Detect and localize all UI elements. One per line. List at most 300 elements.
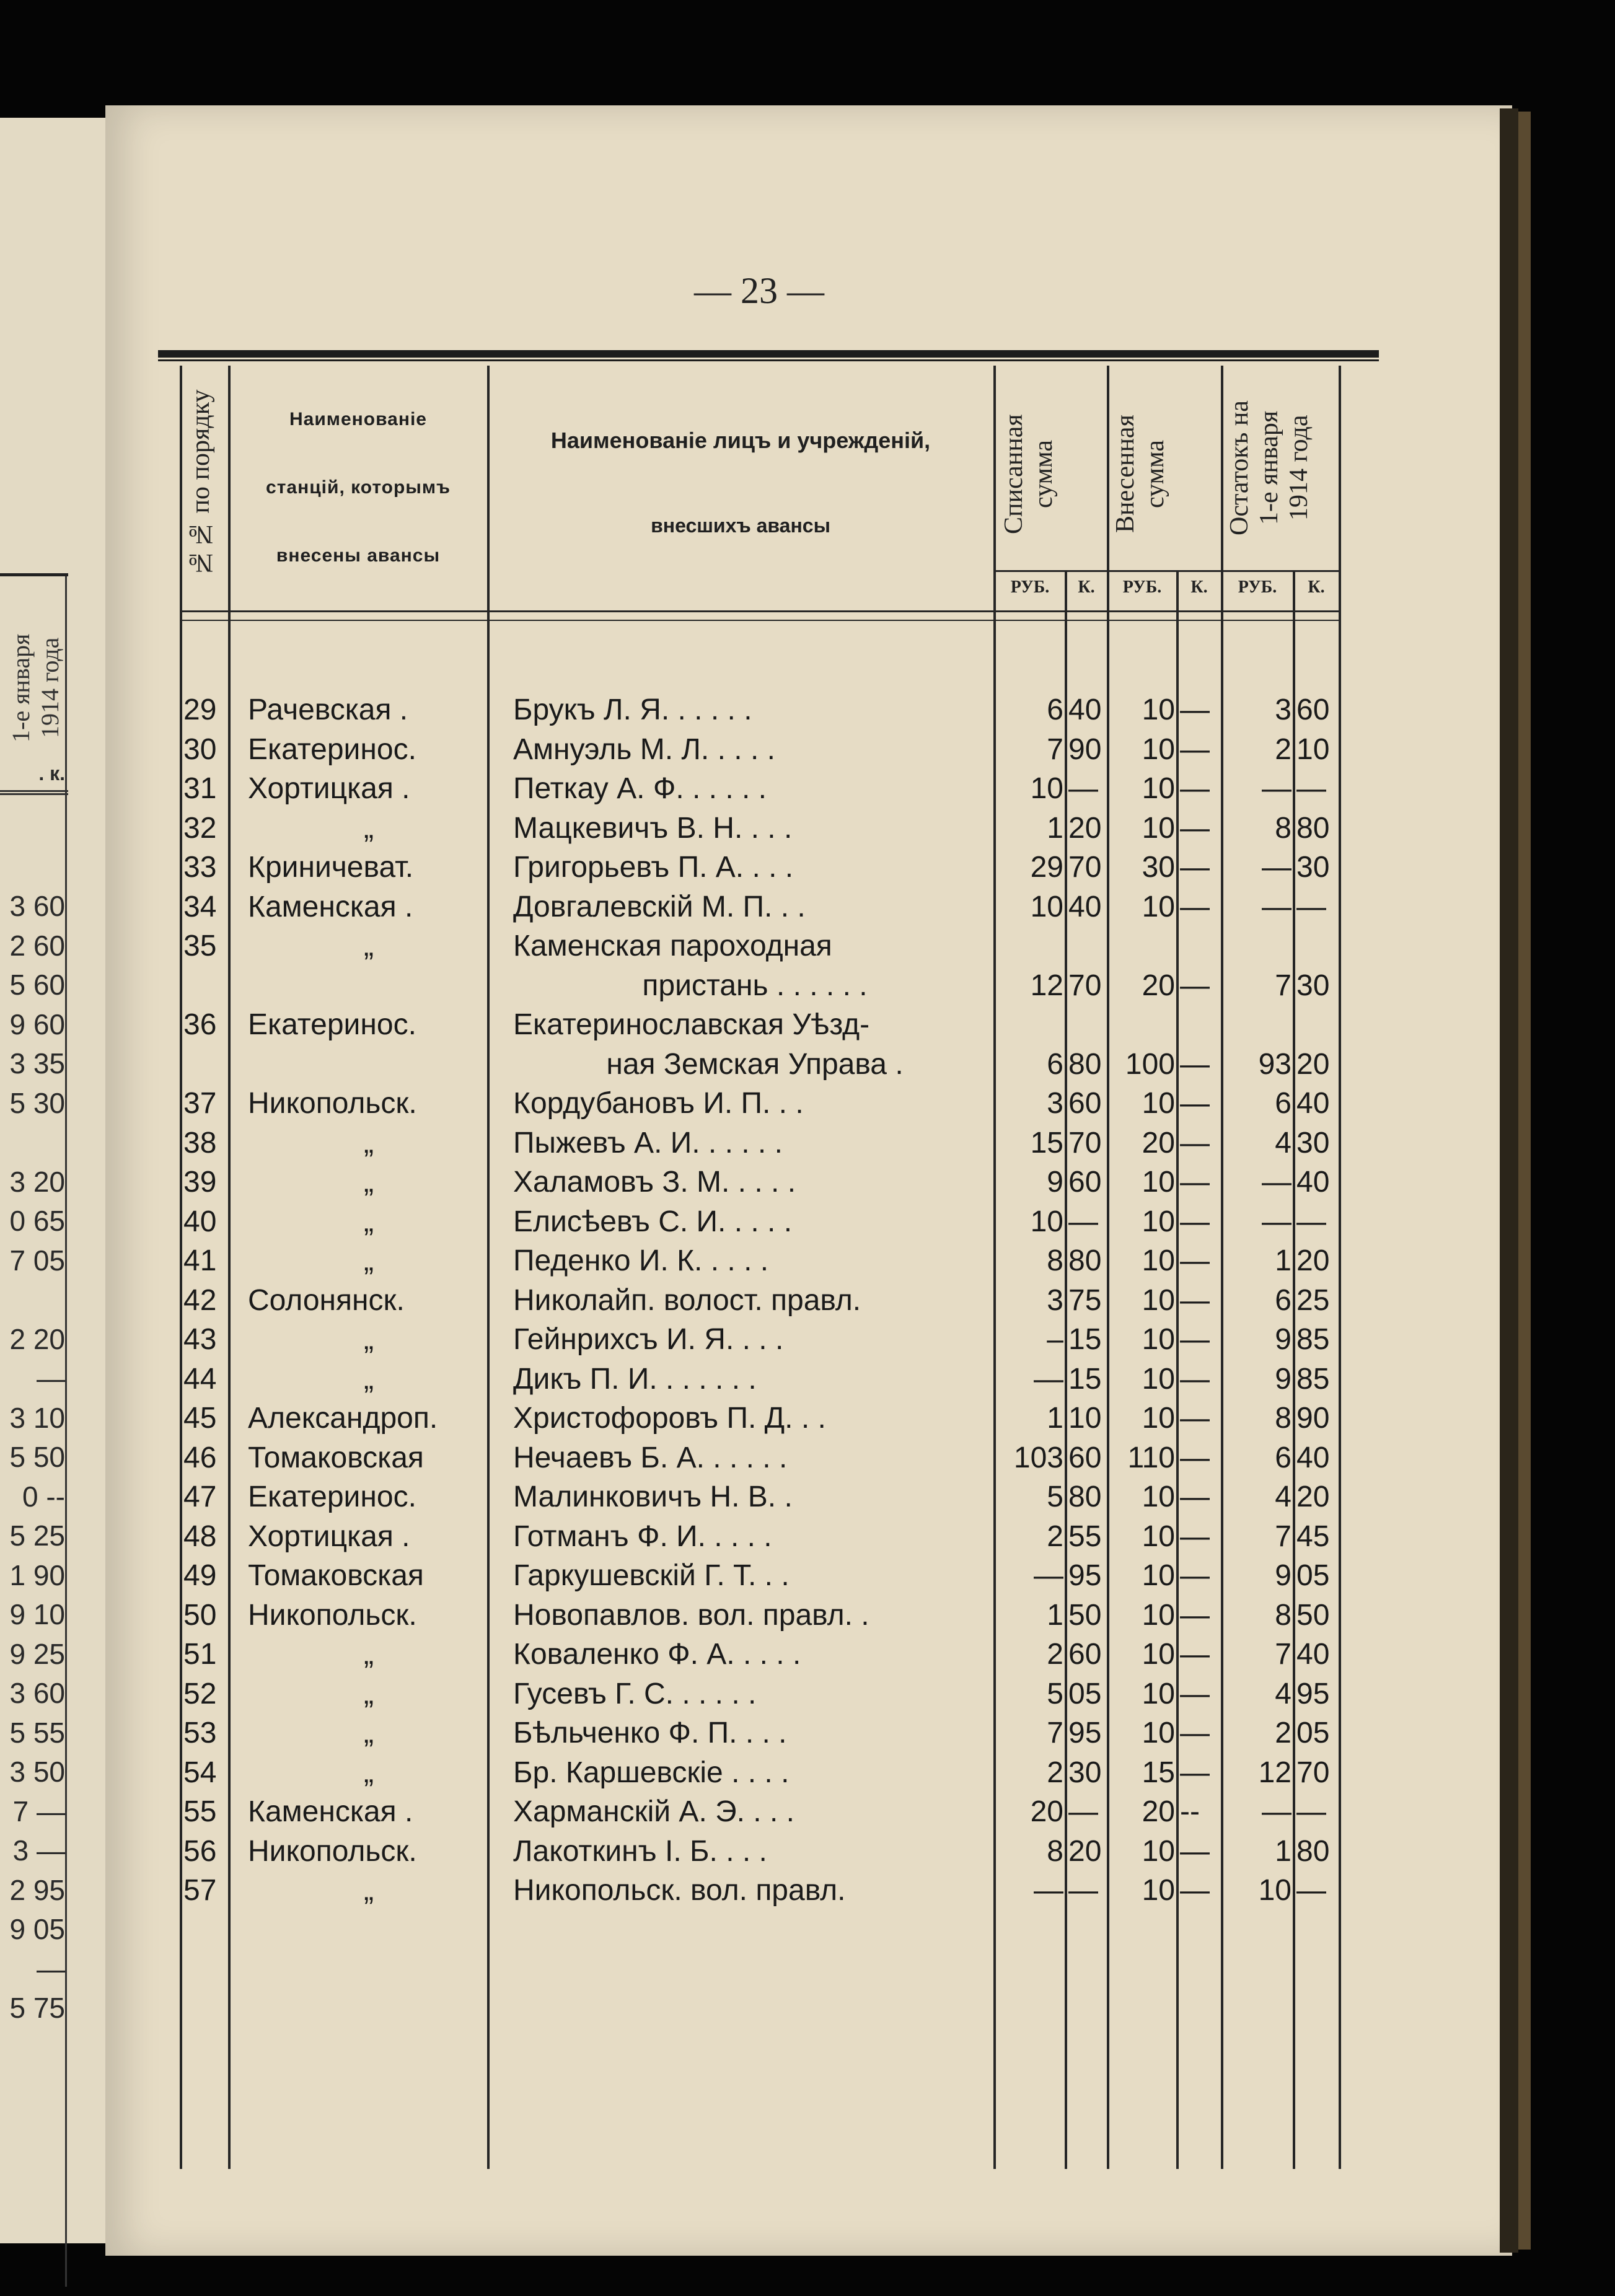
row-station: Никопольск. bbox=[248, 1598, 417, 1632]
row-number: 31 bbox=[183, 772, 217, 805]
row-paid-kop: — bbox=[1180, 1087, 1210, 1120]
row-written-kop: 60 bbox=[1068, 1087, 1102, 1120]
row-number: 36 bbox=[183, 1008, 217, 1041]
row-person: Каменская пароходная bbox=[513, 930, 832, 962]
row-number: 46 bbox=[183, 1441, 217, 1474]
row-written-rub: 1 bbox=[1047, 1402, 1063, 1435]
hline-header-bottom bbox=[180, 610, 1340, 612]
row-balance-kop: — bbox=[1296, 1795, 1326, 1828]
left-page-value: 0 65 bbox=[9, 1205, 65, 1237]
row-written-rub: 7 bbox=[1047, 732, 1063, 766]
row-paid-rub: 10 bbox=[1142, 1717, 1175, 1749]
row-paid-rub: 10 bbox=[1142, 1244, 1175, 1277]
row-written-kop: — bbox=[1068, 772, 1098, 805]
row-paid-kop: — bbox=[1180, 1205, 1210, 1238]
row-paid-kop: — bbox=[1180, 1756, 1210, 1789]
row-paid-rub: 10 bbox=[1142, 1520, 1175, 1553]
row-balance-rub: 1 bbox=[1275, 1244, 1292, 1277]
row-balance-kop: — bbox=[1296, 1205, 1326, 1238]
row-paid-kop: — bbox=[1180, 1126, 1210, 1159]
row-station: „ bbox=[364, 1638, 374, 1671]
row-written-kop: 15 bbox=[1068, 1362, 1102, 1396]
row-person: Малинковичъ Н. В. . bbox=[513, 1480, 793, 1513]
row-paid-kop: — bbox=[1180, 1638, 1210, 1671]
row-number: 54 bbox=[183, 1756, 217, 1789]
row-station: „ bbox=[364, 1166, 374, 1199]
row-person: Екатеринославская Уѣзд- bbox=[513, 1008, 870, 1041]
row-balance-kop: 80 bbox=[1296, 811, 1330, 845]
row-station: „ bbox=[364, 1874, 374, 1907]
row-number: 32 bbox=[183, 811, 217, 845]
row-station: Екатеринос. bbox=[248, 1008, 416, 1041]
row-person: Кордубановъ И. П. . . bbox=[513, 1087, 804, 1120]
row-written-rub: 10 bbox=[1030, 1205, 1063, 1238]
unit-written-rub: РУБ. bbox=[1010, 578, 1050, 597]
left-page-value: 3 10 bbox=[9, 1401, 65, 1434]
row-number: 34 bbox=[183, 890, 217, 923]
header-col-balance: Остатокъ на 1-е января 1914 года bbox=[1225, 400, 1313, 535]
row-balance-kop: 60 bbox=[1296, 693, 1330, 726]
vline-balance-kop bbox=[1293, 570, 1295, 2169]
left-page-value: 2 60 bbox=[9, 929, 65, 962]
row-number: 39 bbox=[183, 1166, 217, 1199]
row-written-rub: 12 bbox=[1030, 969, 1063, 1002]
row-written-rub: 103 bbox=[1013, 1441, 1063, 1474]
row-written-kop: 70 bbox=[1068, 851, 1102, 884]
row-written-kop: 40 bbox=[1068, 693, 1102, 726]
row-number: 56 bbox=[183, 1834, 217, 1868]
left-page-value: 3 20 bbox=[9, 1165, 65, 1198]
row-balance-rub: 9 bbox=[1275, 1559, 1292, 1592]
left-page-value: 3 60 bbox=[9, 890, 65, 922]
row-station: „ bbox=[364, 1717, 374, 1749]
row-paid-rub: 110 bbox=[1127, 1441, 1175, 1474]
row-paid-kop: — bbox=[1180, 1598, 1210, 1632]
row-written-rub: 3 bbox=[1047, 1087, 1063, 1120]
row-paid-kop: — bbox=[1180, 693, 1210, 726]
row-paid-rub: 10 bbox=[1142, 1205, 1175, 1238]
row-paid-rub: 10 bbox=[1142, 1638, 1175, 1671]
row-paid-rub: 10 bbox=[1142, 732, 1175, 766]
row-paid-kop: — bbox=[1180, 1047, 1210, 1081]
row-number: 38 bbox=[183, 1126, 217, 1159]
left-page-value: 2 20 bbox=[9, 1322, 65, 1355]
row-balance-kop: 90 bbox=[1296, 1402, 1330, 1435]
row-written-rub: 10 bbox=[1030, 772, 1063, 805]
row-station: „ bbox=[364, 1205, 374, 1238]
row-station: Рачевская . bbox=[248, 693, 408, 726]
row-person: Бр. Каршевскіе . . . . bbox=[513, 1756, 790, 1789]
row-paid-rub: 20 bbox=[1142, 1795, 1175, 1828]
row-balance-kop: 30 bbox=[1296, 969, 1330, 1002]
row-written-rub: 20 bbox=[1030, 1795, 1063, 1828]
row-written-rub: 3 bbox=[1047, 1283, 1063, 1317]
row-written-kop: — bbox=[1068, 1874, 1098, 1907]
row-written-rub: — bbox=[1034, 1874, 1063, 1907]
row-written-kop: 15 bbox=[1068, 1323, 1102, 1356]
left-page-value: 9 60 bbox=[9, 1008, 65, 1040]
row-person: Елисѣевъ С. И. . . . . bbox=[513, 1205, 793, 1238]
row-paid-rub: 20 bbox=[1142, 1126, 1175, 1159]
row-balance-rub: 9 bbox=[1275, 1323, 1292, 1356]
row-station: Солонянск. bbox=[248, 1283, 405, 1317]
row-balance-kop: 10 bbox=[1296, 732, 1330, 766]
row-balance-kop: 40 bbox=[1296, 1441, 1330, 1474]
row-person: Христофоровъ П. Д. . . bbox=[513, 1402, 826, 1435]
row-paid-kop: — bbox=[1180, 1323, 1210, 1356]
row-paid-kop: — bbox=[1180, 1677, 1210, 1710]
row-number: 41 bbox=[183, 1244, 217, 1277]
row-paid-rub: 10 bbox=[1142, 1677, 1175, 1710]
row-balance-rub: 7 bbox=[1275, 1520, 1292, 1553]
row-station: „ bbox=[364, 1756, 374, 1789]
row-balance-kop: 85 bbox=[1296, 1323, 1330, 1356]
row-written-kop: 70 bbox=[1068, 1126, 1102, 1159]
unit-balance-kop: К. bbox=[1308, 578, 1325, 597]
row-paid-kop: — bbox=[1180, 772, 1210, 805]
row-number: 50 bbox=[183, 1598, 217, 1632]
row-paid-rub: 10 bbox=[1142, 1874, 1175, 1907]
left-page-value: 2 95 bbox=[9, 1873, 65, 1906]
row-person: Амнуэль М. Л. . . . . bbox=[513, 732, 775, 766]
row-number: 51 bbox=[183, 1638, 217, 1671]
row-person: Нечаевъ Б. А. . . . . . bbox=[513, 1441, 788, 1474]
row-written-kop: 05 bbox=[1068, 1677, 1102, 1710]
row-person: Петкау А. Ф. . . . . . bbox=[513, 772, 767, 805]
row-written-rub: 5 bbox=[1047, 1677, 1063, 1710]
header-col-person-1: Наименованіе лицъ и учрежденій, bbox=[550, 428, 931, 453]
left-page-value: 0 -- bbox=[22, 1480, 65, 1513]
row-written-kop: 75 bbox=[1068, 1283, 1102, 1317]
row-paid-rub: 10 bbox=[1142, 1087, 1175, 1120]
row-number: 43 bbox=[183, 1323, 217, 1356]
row-station: „ bbox=[364, 1126, 374, 1159]
row-paid-kop: — bbox=[1180, 1402, 1210, 1435]
row-balance-rub: 4 bbox=[1275, 1126, 1292, 1159]
row-person: Коваленко Ф. А. . . . . bbox=[513, 1638, 801, 1671]
row-paid-rub: 30 bbox=[1142, 851, 1175, 884]
row-written-kop: 80 bbox=[1068, 1244, 1102, 1277]
row-station: „ bbox=[364, 1362, 374, 1396]
row-person: Готманъ Ф. И. . . . . bbox=[513, 1520, 772, 1553]
row-balance-kop: 20 bbox=[1296, 1047, 1330, 1081]
row-person: Николайп. волост. правл. bbox=[513, 1283, 861, 1317]
left-page-value: 5 30 bbox=[9, 1086, 65, 1119]
row-written-kop: 90 bbox=[1068, 732, 1102, 766]
row-written-rub: 8 bbox=[1047, 1244, 1063, 1277]
row-person: Дикъ П. И. . . . . . . bbox=[513, 1362, 757, 1396]
row-paid-rub: 10 bbox=[1142, 1283, 1175, 1317]
row-written-kop: 95 bbox=[1068, 1559, 1102, 1592]
row-person: Пыжевъ А. И. . . . . . bbox=[513, 1126, 783, 1159]
row-paid-rub: 10 bbox=[1142, 1559, 1175, 1592]
vline-paid-kop bbox=[1176, 570, 1179, 2169]
row-written-rub: 15 bbox=[1030, 1126, 1063, 1159]
row-paid-rub: 10 bbox=[1142, 890, 1175, 923]
left-page-value: 7 05 bbox=[9, 1244, 65, 1277]
row-station: „ bbox=[364, 930, 374, 962]
row-paid-rub: 10 bbox=[1142, 772, 1175, 805]
row-written-rub: 6 bbox=[1047, 693, 1063, 726]
row-number: 37 bbox=[183, 1087, 217, 1120]
row-station: Томаковская bbox=[248, 1441, 424, 1474]
row-balance-rub: — bbox=[1262, 1795, 1292, 1828]
row-balance-rub: 6 bbox=[1275, 1283, 1292, 1317]
row-station: „ bbox=[364, 811, 374, 845]
row-paid-rub: 10 bbox=[1142, 1402, 1175, 1435]
row-number: 33 bbox=[183, 851, 217, 884]
row-person: Бѣльченко Ф. П. . . . bbox=[513, 1717, 787, 1749]
row-number: 47 bbox=[183, 1480, 217, 1513]
row-written-rub: 29 bbox=[1030, 851, 1063, 884]
vline-right bbox=[1339, 366, 1341, 2169]
row-balance-kop: 05 bbox=[1296, 1717, 1330, 1749]
row-station: Екатеринос. bbox=[248, 1480, 416, 1513]
header-col-person-2: внесшихъ авансы bbox=[651, 514, 830, 537]
left-page-header-text: 1-е января 1914 года bbox=[7, 633, 64, 742]
row-written-rub: 5 bbox=[1047, 1480, 1063, 1513]
left-page-value: 9 25 bbox=[9, 1637, 65, 1670]
row-station: Хортицкая . bbox=[248, 1520, 410, 1553]
unit-balance-rub: РУБ. bbox=[1238, 578, 1277, 597]
row-paid-rub: 15 bbox=[1142, 1756, 1175, 1789]
row-number: 35 bbox=[183, 930, 217, 962]
row-paid-kop: — bbox=[1180, 1362, 1210, 1396]
row-balance-rub: 1 bbox=[1275, 1834, 1292, 1868]
row-balance-rub: 6 bbox=[1275, 1441, 1292, 1474]
row-station: Криничеват. bbox=[248, 851, 414, 884]
row-station: „ bbox=[364, 1677, 374, 1710]
row-paid-kop: — bbox=[1180, 1834, 1210, 1868]
row-balance-kop: 70 bbox=[1296, 1756, 1330, 1789]
row-paid-kop: — bbox=[1180, 1244, 1210, 1277]
header-col-no: №№ по порядку bbox=[187, 389, 215, 578]
row-number: 55 bbox=[183, 1795, 217, 1828]
left-page-value: 5 75 bbox=[9, 1992, 65, 2024]
row-balance-rub: 12 bbox=[1258, 1756, 1292, 1789]
row-written-kop: 60 bbox=[1068, 1166, 1102, 1199]
row-paid-kop: — bbox=[1180, 1520, 1210, 1553]
row-number: 53 bbox=[183, 1717, 217, 1749]
left-page-value: — bbox=[37, 1952, 65, 1985]
row-written-rub: 6 bbox=[1047, 1047, 1063, 1081]
row-balance-rub: — bbox=[1262, 890, 1292, 923]
row-balance-rub: 93 bbox=[1258, 1047, 1292, 1081]
row-paid-rub: 10 bbox=[1142, 811, 1175, 845]
left-page-value: 5 60 bbox=[9, 969, 65, 1001]
left-page-value: 7 — bbox=[12, 1795, 65, 1828]
row-balance-kop: 20 bbox=[1296, 1244, 1330, 1277]
left-page-value: 3 50 bbox=[9, 1756, 65, 1788]
row-paid-rub: 10 bbox=[1142, 693, 1175, 726]
row-written-rub: 2 bbox=[1047, 1520, 1063, 1553]
row-balance-rub: — bbox=[1262, 772, 1292, 805]
row-written-kop: 55 bbox=[1068, 1520, 1102, 1553]
left-page-value: 1 90 bbox=[9, 1559, 65, 1591]
row-person: Никопольск. вол. правл. bbox=[513, 1874, 846, 1907]
row-balance-rub: 4 bbox=[1275, 1480, 1292, 1513]
row-written-kop: 80 bbox=[1068, 1480, 1102, 1513]
row-person: Гусевъ Г. С. . . . . . bbox=[513, 1677, 757, 1710]
row-person: Довгалевскій М. П. . . bbox=[513, 890, 806, 923]
row-person: Мацкевичъ В. Н. . . . bbox=[513, 811, 793, 845]
hline-header-bottom2 bbox=[180, 620, 1340, 621]
left-page-value: 5 25 bbox=[9, 1520, 65, 1552]
left-page-value: 5 55 bbox=[9, 1716, 65, 1749]
row-balance-kop: 40 bbox=[1296, 1166, 1330, 1199]
row-paid-kop: — bbox=[1180, 1283, 1210, 1317]
row-written-kop: — bbox=[1068, 1205, 1098, 1238]
row-paid-rub: 20 bbox=[1142, 969, 1175, 1002]
header-col-station-1: Наименованіе bbox=[289, 409, 427, 429]
row-written-kop: 60 bbox=[1068, 1441, 1102, 1474]
row-balance-rub: 10 bbox=[1258, 1874, 1292, 1907]
row-paid-kop: — bbox=[1180, 1874, 1210, 1907]
row-paid-kop: — bbox=[1180, 811, 1210, 845]
row-station: Александроп. bbox=[248, 1402, 438, 1435]
row-balance-kop: 20 bbox=[1296, 1480, 1330, 1513]
row-written-kop: — bbox=[1068, 1795, 1098, 1828]
row-written-rub: 1 bbox=[1047, 811, 1063, 845]
row-written-kop: 70 bbox=[1068, 969, 1102, 1002]
row-balance-rub: 2 bbox=[1275, 1717, 1292, 1749]
row-balance-kop: 25 bbox=[1296, 1283, 1330, 1317]
row-paid-kop: — bbox=[1180, 732, 1210, 766]
row-balance-kop: 40 bbox=[1296, 1638, 1330, 1671]
row-balance-kop: 80 bbox=[1296, 1834, 1330, 1868]
row-paid-rub: 10 bbox=[1142, 1598, 1175, 1632]
row-written-rub: — bbox=[1034, 1362, 1063, 1396]
row-balance-rub: 8 bbox=[1275, 811, 1292, 845]
row-balance-rub: 7 bbox=[1275, 1638, 1292, 1671]
row-station: Екатеринос. bbox=[248, 732, 416, 766]
row-written-kop: 20 bbox=[1068, 811, 1102, 845]
row-person: Гаркушевскій Г. Т. . . bbox=[513, 1559, 790, 1592]
row-person: Харманскій А. Э. . . . bbox=[513, 1795, 794, 1828]
row-paid-kop: — bbox=[1180, 1166, 1210, 1199]
row-number: 49 bbox=[183, 1559, 217, 1592]
header-col-paid: Внесенная сумма bbox=[1111, 415, 1169, 534]
row-balance-kop: 85 bbox=[1296, 1362, 1330, 1396]
row-paid-kop: — bbox=[1180, 1717, 1210, 1749]
row-balance-rub: — bbox=[1262, 851, 1292, 884]
unit-written-kop: К. bbox=[1078, 578, 1095, 597]
row-paid-kop: — bbox=[1180, 1559, 1210, 1592]
row-paid-rub: 10 bbox=[1142, 1834, 1175, 1868]
hline-units bbox=[993, 570, 1340, 572]
row-written-rub: 7 bbox=[1047, 1717, 1063, 1749]
row-person: Брукъ Л. Я. . . . . . bbox=[513, 693, 752, 726]
row-person: Новопавлов. вол. правл. . bbox=[513, 1598, 869, 1632]
row-balance-rub: 6 bbox=[1275, 1087, 1292, 1120]
page-number: — 23 — bbox=[694, 270, 824, 311]
row-number: 44 bbox=[183, 1362, 217, 1396]
left-page-value: 3 — bbox=[12, 1834, 65, 1867]
row-written-rub: — bbox=[1034, 1559, 1063, 1592]
left-page-value: 9 10 bbox=[9, 1598, 65, 1630]
row-balance-rub: — bbox=[1262, 1205, 1292, 1238]
row-station: „ bbox=[364, 1323, 374, 1356]
row-station: Томаковская bbox=[248, 1559, 424, 1592]
row-written-rub: – bbox=[1047, 1323, 1063, 1356]
left-page-value: — bbox=[37, 1362, 65, 1394]
row-paid-rub: 10 bbox=[1142, 1362, 1175, 1396]
row-balance-rub: 4 bbox=[1275, 1677, 1292, 1710]
row-station: „ bbox=[364, 1244, 374, 1277]
row-written-rub: 2 bbox=[1047, 1638, 1063, 1671]
row-balance-kop: — bbox=[1296, 772, 1326, 805]
row-written-rub: 8 bbox=[1047, 1834, 1063, 1868]
row-balance-kop: 05 bbox=[1296, 1559, 1330, 1592]
row-number: 29 bbox=[183, 693, 217, 726]
header-col-written: Списанная сумма bbox=[1000, 414, 1058, 534]
unit-paid-rub: РУБ. bbox=[1122, 578, 1162, 597]
row-written-kop: 20 bbox=[1068, 1834, 1102, 1868]
unit-paid-kop: К. bbox=[1190, 578, 1208, 597]
left-page-value: 5 50 bbox=[9, 1441, 65, 1473]
row-number: 57 bbox=[183, 1874, 217, 1907]
row-station: Никопольск. bbox=[248, 1087, 417, 1120]
row-person-cont: пристань . . . . . . bbox=[642, 969, 868, 1002]
row-number: 45 bbox=[183, 1402, 217, 1435]
header-col-station-2: станцій, которымъ bbox=[266, 477, 451, 498]
row-balance-kop: 50 bbox=[1296, 1598, 1330, 1632]
row-paid-kop: — bbox=[1180, 1441, 1210, 1474]
row-paid-rub: 100 bbox=[1125, 1047, 1175, 1081]
row-written-rub: 1 bbox=[1047, 1598, 1063, 1632]
row-number: 48 bbox=[183, 1520, 217, 1553]
row-person: Гейнрихсъ И. Я. . . . bbox=[513, 1323, 784, 1356]
row-person: Халамовъ З. М. . . . . bbox=[513, 1166, 796, 1199]
left-page-value: 9 05 bbox=[9, 1913, 65, 1945]
row-balance-kop: 30 bbox=[1296, 851, 1330, 884]
row-person-cont: ная Земская Управа . bbox=[606, 1047, 904, 1081]
row-balance-kop: 45 bbox=[1296, 1520, 1330, 1553]
row-balance-kop: — bbox=[1296, 890, 1326, 923]
row-written-rub: 2 bbox=[1047, 1756, 1063, 1789]
row-balance-kop: 30 bbox=[1296, 1126, 1330, 1159]
row-station: Никопольск. bbox=[248, 1834, 417, 1868]
row-balance-rub: 7 bbox=[1275, 969, 1292, 1002]
row-balance-rub: 3 bbox=[1275, 693, 1292, 726]
row-paid-rub: 10 bbox=[1142, 1166, 1175, 1199]
row-paid-rub: 10 bbox=[1142, 1480, 1175, 1513]
row-balance-kop: 95 bbox=[1296, 1677, 1330, 1710]
row-written-kop: 95 bbox=[1068, 1717, 1102, 1749]
row-number: 42 bbox=[183, 1283, 217, 1317]
row-written-kop: 60 bbox=[1068, 1638, 1102, 1671]
row-number: 30 bbox=[183, 732, 217, 766]
vline-left bbox=[180, 366, 182, 2169]
row-paid-kop: — bbox=[1180, 851, 1210, 884]
row-written-rub: 9 bbox=[1047, 1166, 1063, 1199]
row-person: Педенко И. К. . . . . bbox=[513, 1244, 769, 1277]
row-paid-kop: — bbox=[1180, 969, 1210, 1002]
vline-written-kop bbox=[1065, 570, 1067, 2169]
row-balance-rub: 9 bbox=[1275, 1362, 1292, 1396]
row-station: Каменская . bbox=[248, 1795, 413, 1828]
row-number: 40 bbox=[183, 1205, 217, 1238]
row-written-kop: 30 bbox=[1068, 1756, 1102, 1789]
row-station: Хортицкая . bbox=[248, 772, 410, 805]
row-written-kop: 50 bbox=[1068, 1598, 1102, 1632]
row-balance-kop: — bbox=[1296, 1874, 1326, 1907]
row-balance-rub: — bbox=[1262, 1166, 1292, 1199]
row-station: Каменская . bbox=[248, 890, 413, 923]
row-person: Григорьевъ П. А. . . . bbox=[513, 851, 794, 884]
row-balance-rub: 8 bbox=[1275, 1402, 1292, 1435]
row-person: Лакоткинъ І. Б. . . . bbox=[513, 1834, 767, 1868]
